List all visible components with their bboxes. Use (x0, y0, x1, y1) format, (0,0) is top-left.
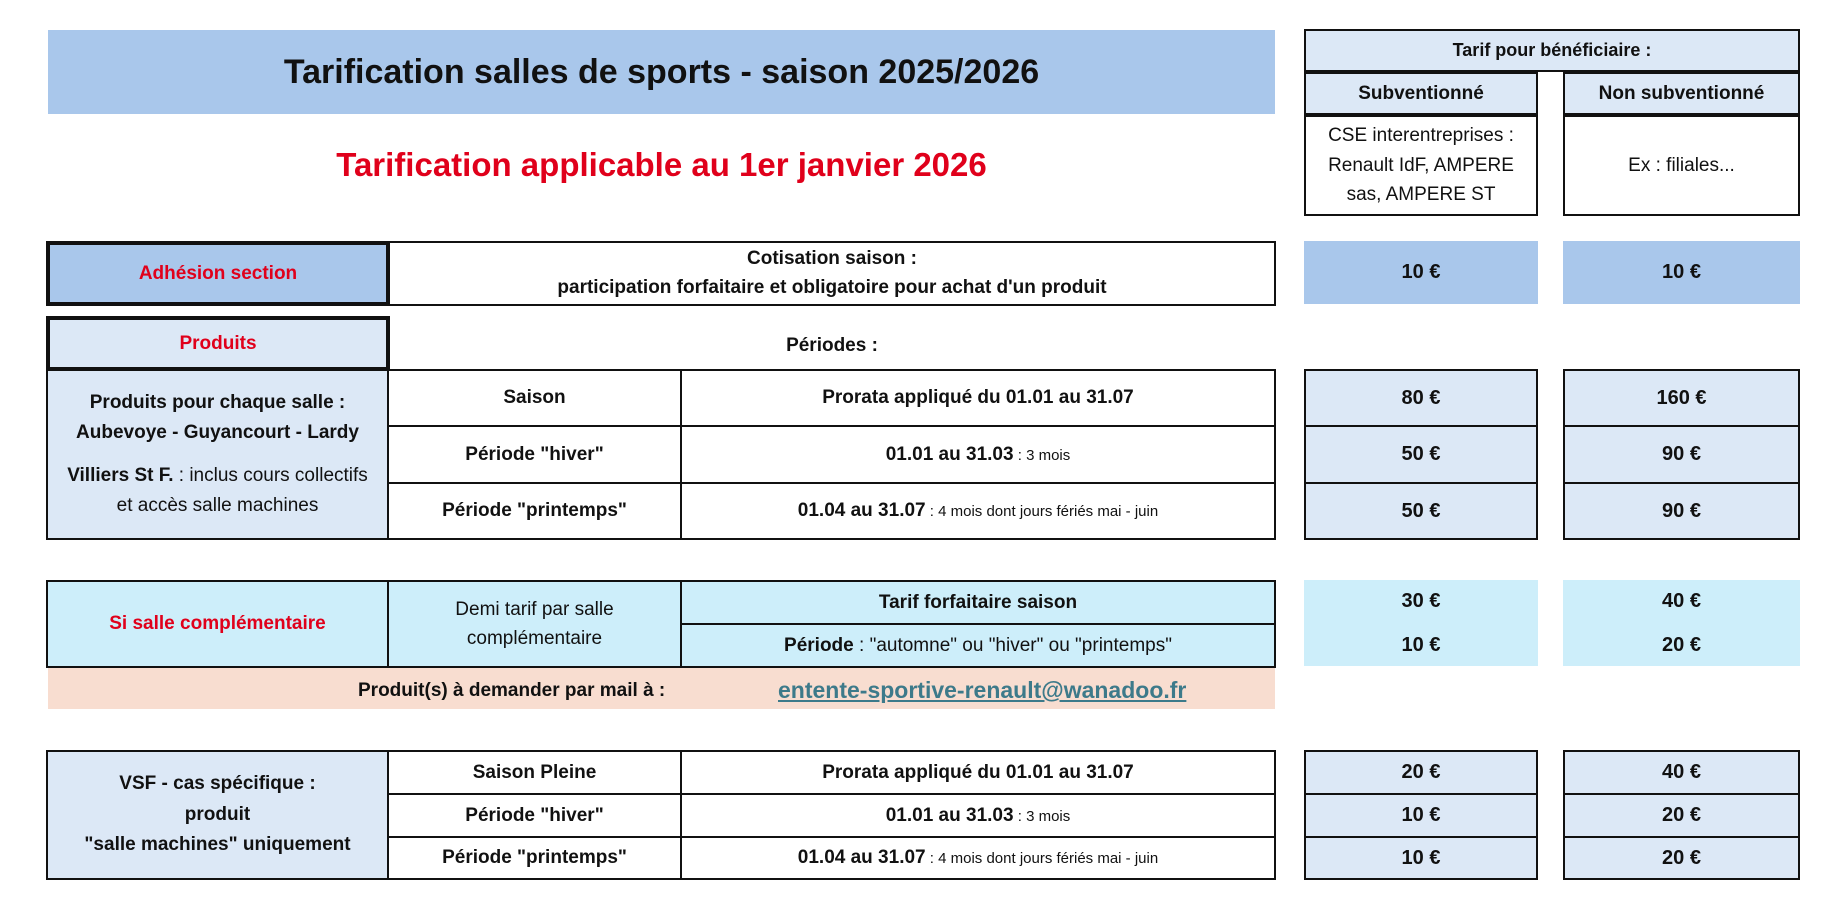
row-desc-main: 01.01 au 31.03 (885, 804, 1014, 826)
price-value: 80 € (1401, 386, 1441, 409)
period-text (784, 631, 1172, 660)
vsf-row-desc (680, 836, 1276, 880)
subsidized-label: Subventionné (1358, 82, 1484, 104)
produits-desc-line: Produits pour chaque salle : (89, 391, 346, 413)
price-value: 20 € (1401, 761, 1441, 783)
row-desc-main: Prorata appliqué du 01.01 au 31.07 (822, 387, 1134, 409)
adhesion-label (46, 241, 390, 306)
produits-price-unsubsidized (1563, 369, 1800, 427)
beneficiary-heading-text: Tarif pour bénéficiaire : (1452, 39, 1652, 60)
periods-heading (388, 326, 1276, 366)
row-name-text: Saison (503, 387, 566, 409)
row-desc-main: Prorata appliqué du 01.01 au 31.07 (822, 761, 1134, 783)
complementaire-price-unsubsidized (1563, 580, 1800, 666)
price-value: 40 € (1662, 590, 1701, 612)
mail-link[interactable]: entente-sportive-renault@wanadoo.fr (778, 677, 1187, 703)
row-desc-text (798, 843, 1158, 872)
produits-description (46, 369, 389, 540)
produits-row-desc (680, 425, 1276, 484)
unsubsidized-label: Non subventionné (1598, 82, 1765, 104)
adhesion-price-unsubsidized (1563, 241, 1800, 304)
complementaire-label (46, 580, 389, 668)
price-value: 50 € (1401, 443, 1441, 465)
produits-price-subsidized (1304, 482, 1538, 540)
produits-row-desc (680, 482, 1276, 540)
vsf-desc-line: produit (184, 803, 251, 825)
complementaire-price-subsidized (1304, 580, 1538, 666)
row-desc-note: : 3 mois (1013, 446, 1071, 464)
row-name-text: Période "printemps" (442, 847, 627, 869)
produits-price-subsidized (1304, 369, 1538, 427)
vsf-price-unsubsidized (1563, 793, 1800, 838)
subsidized-desc-line: Renault IdF, AMPERE (1328, 154, 1514, 176)
adhesion-desc-line1: Cotisation saison : (747, 248, 917, 269)
period-label: Période (784, 634, 854, 656)
villiers-label: Villiers St F. (67, 464, 174, 486)
price-value: 20 € (1662, 804, 1701, 826)
unsubsidized-description (1563, 115, 1800, 216)
half-price-line: Demi tarif par salle (455, 598, 614, 620)
vsf-price-subsidized (1304, 836, 1538, 880)
unsubsidized-heading (1563, 72, 1800, 115)
subsidized-desc-line: sas, AMPERE ST (1346, 184, 1496, 206)
row-desc-text (798, 496, 1158, 525)
beneficiary-heading (1304, 29, 1800, 72)
subsidized-heading (1304, 72, 1538, 115)
mail-row (48, 668, 1275, 709)
row-desc-main: 01.01 au 31.03 (885, 443, 1014, 465)
price-value: 90 € (1662, 499, 1701, 522)
adhesion-description (388, 241, 1276, 306)
complementaire-flat-rate (680, 580, 1276, 625)
vsf-price-subsidized (1304, 750, 1538, 795)
produits-desc-line (67, 461, 368, 491)
page-title (48, 30, 1275, 114)
row-name-text: Période "hiver" (465, 443, 604, 465)
adhesion-price-subsidized (1304, 241, 1538, 304)
row-desc-text (822, 758, 1134, 787)
periods-heading-text: Périodes : (786, 335, 878, 357)
period-options: : "automne" ou "hiver" ou "printemps" (853, 634, 1172, 656)
price-value: 90 € (1662, 443, 1701, 465)
flat-rate-text: Tarif forfaitaire saison (878, 591, 1078, 613)
produits-price-unsubsidized (1563, 425, 1800, 484)
produits-price-subsidized (1304, 425, 1538, 484)
vsf-row-name (387, 836, 682, 880)
row-desc-main: 01.04 au 31.07 (797, 500, 926, 522)
row-desc-main: 01.04 au 31.07 (797, 847, 926, 869)
row-desc-note: : 3 mois (1013, 807, 1071, 825)
complementaire-label-text: Si salle complémentaire (109, 613, 326, 635)
subsidized-desc-line: CSE interentreprises : (1328, 125, 1514, 147)
page-subtitle (48, 134, 1275, 196)
row-desc-text (886, 801, 1071, 830)
price-value: 10 € (1401, 846, 1441, 869)
vsf-desc-line: VSF - cas spécifique : (119, 773, 316, 795)
row-desc-note: : 4 mois dont jours fériés mai - juin (925, 503, 1159, 521)
produits-row-desc (680, 369, 1276, 427)
vsf-price-unsubsidized (1563, 750, 1800, 795)
vsf-desc-line: "salle machines" uniquement (84, 834, 351, 856)
row-name-text: Période "printemps" (442, 500, 627, 522)
price-value: 10 € (1662, 261, 1701, 283)
page-subtitle-text: Tarification applicable au 1er janvier 2026 (336, 146, 987, 184)
produits-price-unsubsidized (1563, 482, 1800, 540)
page-title-text: Tarification salles de sports - saison 2025/2026 (283, 52, 1040, 91)
produits-label-text: Produits (179, 332, 257, 354)
row-name-text: Période "hiver" (465, 804, 604, 826)
produits-row-name (387, 425, 682, 484)
complementaire-half-price (387, 580, 682, 668)
vsf-price-unsubsidized (1563, 836, 1800, 880)
price-value: 10 € (1401, 261, 1441, 283)
adhesion-label-text: Adhésion section (138, 262, 298, 284)
price-value: 160 € (1656, 386, 1707, 409)
subsidized-description (1304, 115, 1538, 216)
produits-label (46, 316, 390, 371)
price-value: 20 € (1662, 634, 1701, 656)
row-desc-note: : 4 mois dont jours fériés mai - juin (925, 850, 1159, 868)
villiers-desc: : inclus cours collectifs (173, 464, 368, 486)
price-value: 20 € (1662, 846, 1701, 869)
price-value: 10 € (1401, 634, 1441, 656)
produits-desc-line: Aubevoye - Guyancourt - Lardy (76, 422, 359, 444)
adhesion-desc-line2: participation forfaitaire et obligatoire pour achat d'un produit (557, 276, 1107, 298)
produits-row-name (387, 482, 682, 540)
vsf-row-desc (680, 793, 1276, 838)
vsf-row-desc (680, 750, 1276, 795)
produits-desc-line: et accès salle machines (116, 494, 319, 516)
price-value: 30 € (1401, 590, 1441, 612)
vsf-price-subsidized (1304, 793, 1538, 838)
row-desc-text (886, 440, 1071, 469)
price-value: 10 € (1401, 804, 1441, 826)
price-value: 50 € (1401, 499, 1441, 522)
half-price-line: complémentaire (466, 628, 603, 649)
vsf-row-name (387, 793, 682, 838)
vsf-row-name (387, 750, 682, 795)
price-value: 40 € (1662, 761, 1701, 783)
unsubsidized-desc: Ex : filiales... (1628, 154, 1735, 176)
vsf-description (46, 750, 389, 880)
row-desc-text (822, 383, 1134, 412)
complementaire-period (680, 623, 1276, 668)
produits-row-name (387, 369, 682, 427)
row-name-text: Saison Pleine (472, 761, 597, 783)
mail-label: Produit(s) à demander par mail à : (358, 680, 666, 701)
